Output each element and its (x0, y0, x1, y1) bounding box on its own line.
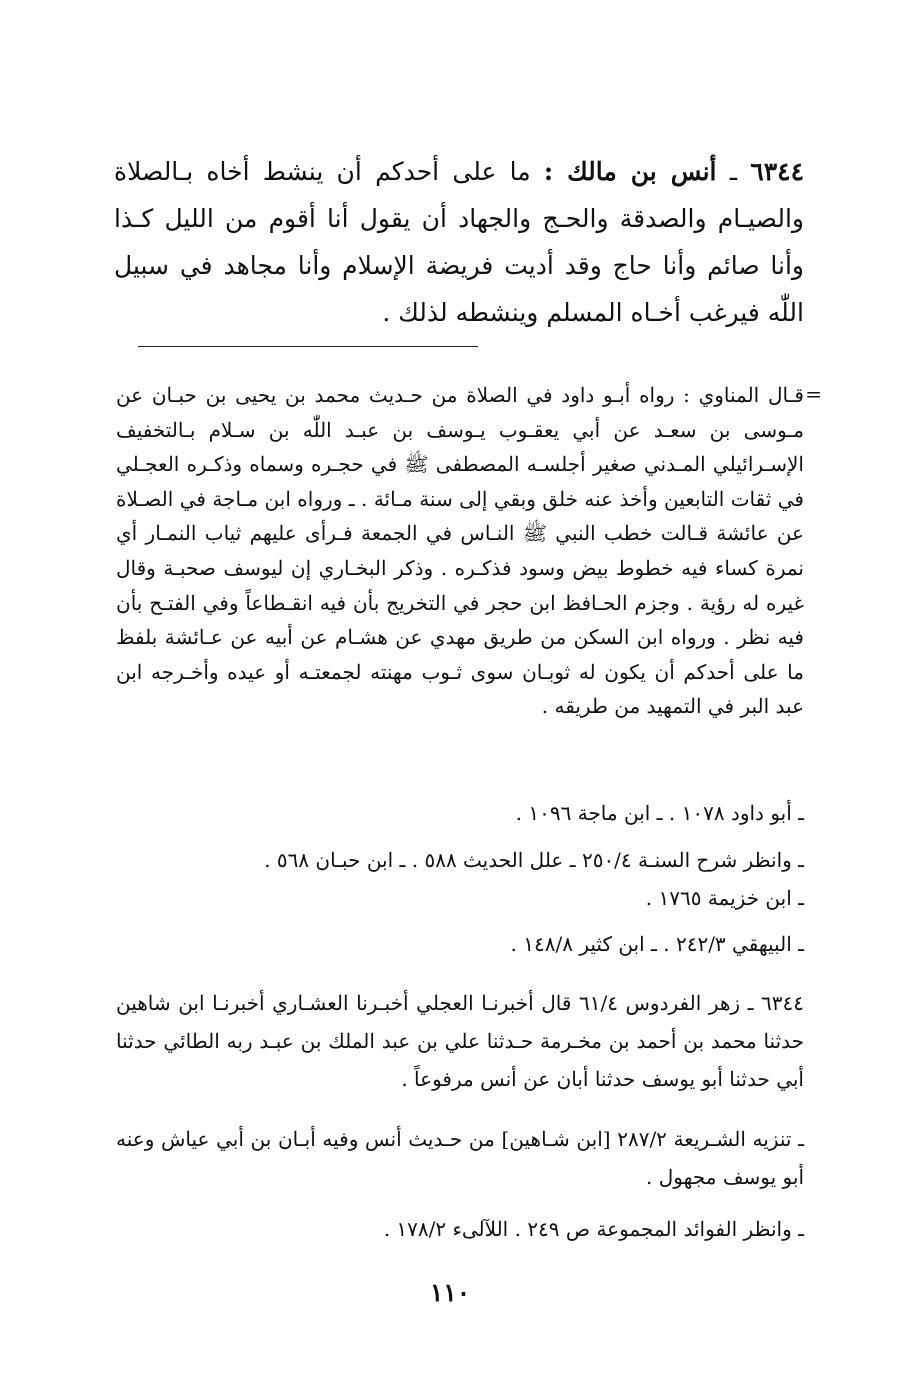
hadith-text: ما على أحدكم أن ينشط أخاه بـالصلاة والصيـام والصدقة والحـج والجهاد أن يقول أنا أقوم من الليل كـذا وأنا صائم وأنا حاج وقد أديت فريضة الإسلام وأنا مجاهد في سبيل اللّٰه فيرغب أخـاه المسلم وينشطه لذلك . (114, 157, 804, 327)
hadith-narrator: أنس بن مالك : (543, 157, 717, 186)
footnote-divider (138, 346, 478, 347)
footnote-commentary: قـال المناوي : رواه أبـو داود في الصلاة من حـديث محمد بن يحيى بن حبـان عن مـوسى بن سعـد عن أبي يعقـوب يـوسف بن عبـد اللّٰه بن سـلام بـالتخفيف الإسـرائيلي المـدني صغير أجلسـه المصطفى ﷺ في حجـره وسماه وذكـره العجـلي في ثقات التابعين وأخذ عنه خلق وبقي إلى سنة مـائة . ـ ورواه ابن مـاجة في الصـلاة عن عائشة قـالت خطب النبي ﷺ النـاس في الجمعة فـرأى عليهم ثياب النمـار أي نمرة كساء فيه خطوط بيض وسود فذكـره . وذكر البخـاري إن ليوسف صحبـة وقال غيره له رؤية . وجزم الحـافظ ابن حجر في التخريج بأن فيه انقـطاعاً وفي الفتـح بأن فيه نظر . ورواه ابن السكن من طريق مهدي عن هشـام عن أبيه عن عـائشة بلفظ ما على أحدكم أن يكون له ثوبـان سوى ثـوب مهنته لجمعتـه أو عيده وأخـرجه ابن عبد البر في التمهيد من طريقه . (116, 383, 804, 719)
reference-paragraph: ـ تنزيه الشـريعة ٢٨٧/٢ [ابن شـاهين] من حـديث أنس وفيه أبـان بن أبي عياش وعنه أبو يوسف مجهول . (116, 1127, 804, 1189)
reference-line: ـ وانظر الفوائد المجموعة ص ٢٤٩ . اللآلىء ١٧٨/٢ . (383, 1217, 804, 1241)
reference-paragraph: ٦٣٤٤ ـ زهر الفردوس ٦١/٤ قال أخبرنـا العجلي أخبـرنا العشـاري أخبرنـا ابن شاهين حدثنا محمد بن أحمد بن مخـرمة حـدثنا علي بن عبد الملك بن عبـد ربه الطائي حدثنا أبي حدثنا أبو يوسف حدثنا أبان عن أنس مرفوعاً . (116, 991, 804, 1091)
footnote-continuation-mark: = (805, 382, 822, 406)
hadith-number: ٦٣٤٤ (750, 157, 804, 186)
hadith-entry: ٦٣٤٤ ـ أنس بن مالك : ما على أحدكم أن ينشط أخاه بـالصلاة والصيـام والصدقة والحـج والجهاد أن يقول أنا أقوم من الليل كـذا وأنا صائم وأنا حاج وقد أديت فريضة الإسلام وأنا مجاهد في سبيل اللّٰه فيرغب أخـاه المسلم وينشطه لذلك . (114, 157, 804, 327)
reference-line: ـ ابن خزيمة ١٧٦٥ . (645, 886, 804, 910)
page-number: ١١٠ (429, 1278, 471, 1307)
reference-line: ـ أبو داود ١٠٧٨ . ـ ابن ماجة ١٠٩٦ . (515, 801, 804, 825)
reference-line: ـ البيهقي ٢٤٢/٣ . ـ ابن كثير ١٤٨/٨ . (510, 932, 804, 956)
reference-line: ـ وانظر شرح السنـة ٢٥٠/٤ ـ علل الحديث ٥٨٨ . ـ ابن حبـان ٥٦٨ . (264, 848, 804, 872)
